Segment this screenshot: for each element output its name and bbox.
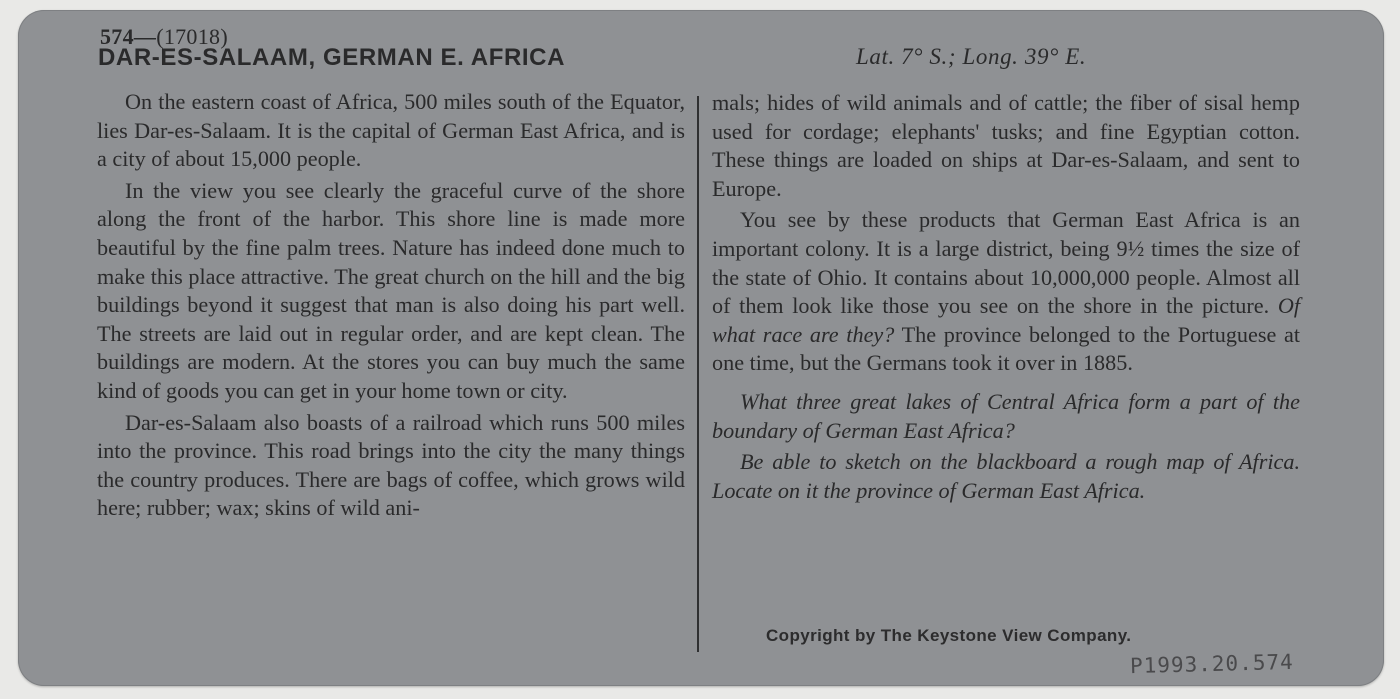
- study-question: Be able to sketch on the blackboard a rough map of Africa. Locate on it the province of German East Africa.: [712, 449, 1300, 503]
- study-question: What three great lakes of Central Africa form a part of the boundary of German East Africa?: [712, 388, 1300, 443]
- accession-number: P1993.20.574: [1129, 649, 1295, 679]
- paragraph-text: The province belonged to the Portuguese at one time, but the Germans took it over in 1885.: [712, 321, 1301, 376]
- stereoview-card-back: [18, 10, 1384, 686]
- left-text-column: [97, 88, 685, 523]
- column-divider: [697, 96, 699, 652]
- right-text-column: [712, 89, 1300, 505]
- study-questions: [712, 388, 1300, 505]
- card-title: DAR-ES-SALAAM, GERMAN E. AFRICA: [98, 44, 566, 71]
- paragraph: On the eastern coast of Africa, 500 miles south of the Equator, lies Dar-es-Salaam. It is the capital of German East Africa, and is a city of about 15,000 people.: [97, 89, 685, 172]
- paragraph: Dar-es-Salaam also boasts of a railroad which runs 500 miles into the province. This road brings into the city the many things the country produces. There are bags of coffee, which grows wild here; rubber; wax; skins of wild ani-: [97, 409, 685, 521]
- paragraph-text: You see by these products that German East Africa is an important colony. It is a large district, being 9½ times the size of the state of Ohio. It contains about 10,000,000 people. Almost all of them look like those you see on the shore in the picture.: [712, 207, 1300, 319]
- lat-long: Lat. 7° S.; Long. 39° E.: [856, 44, 1087, 69]
- catalog-number-text: 574—: [100, 24, 157, 49]
- negative-number: (17018): [156, 24, 228, 49]
- paragraph: [712, 206, 1300, 378]
- copyright-line: Copyright by The Keystone View Company.: [766, 626, 1132, 645]
- paragraph: mals; hides of wild animals and of cattle; the fiber of sisal hemp used for cordage; elephants' tusks; and fine Egyptian cotton. These things are loaded on ships at Dar-es-Salaam, and sent to Europe.: [712, 90, 1300, 201]
- question-text: Of what race are they?: [712, 293, 1300, 347]
- paragraph: In the view you see clearly the graceful curve of the shore along the front of the harbor. This shore line is made more beautiful by the fine palm trees. Nature has indeed done much to make this place attractive. The great church on the hill and the big buildings beyond it suggest that man is also doing his part well. The streets are laid out in regular order, and are kept clean. The buildings are modern. At the stores you can buy much the same kind of goods you can get in your home town or city.: [97, 177, 685, 403]
